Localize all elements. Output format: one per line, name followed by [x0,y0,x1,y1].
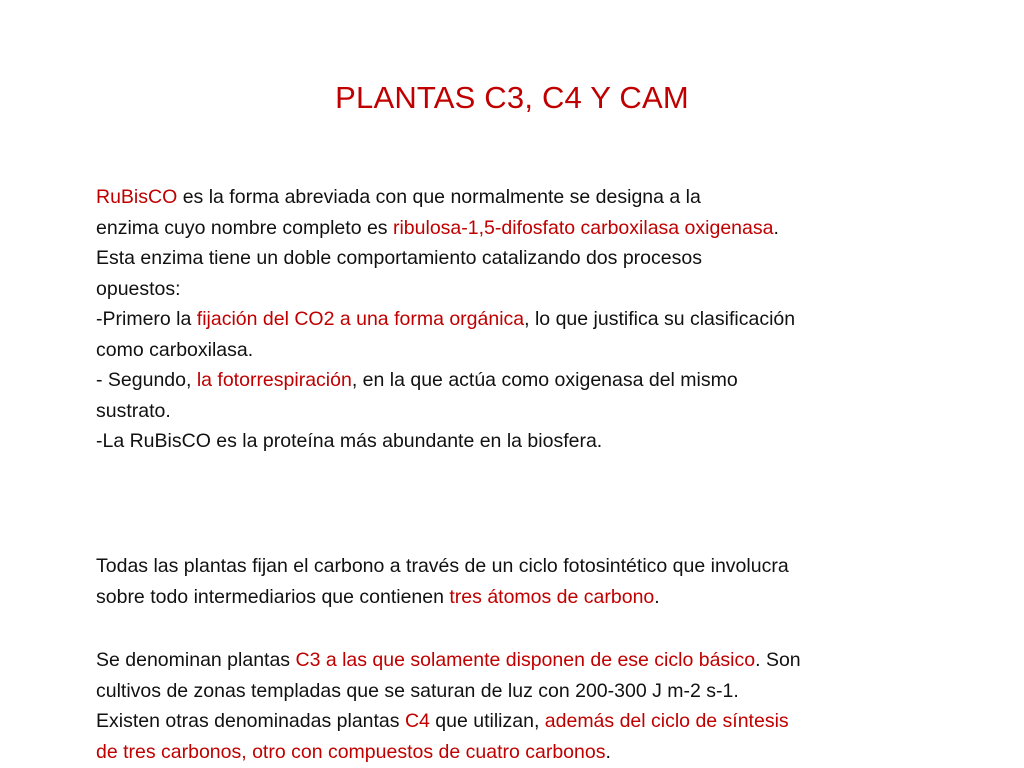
text-line [96,365,946,396]
text-line: -La RuBisCO es la proteína más abundante en la biosfera. [96,430,603,452]
text-span: -Primero la [96,308,197,330]
c3-c4-paragraph [96,645,946,767]
text-line: opuestos: [96,277,181,300]
highlight-cuatro-carbonos: de tres carbonos, otro con compuestos de cuatro carbonos [96,740,606,763]
text-line [96,645,946,676]
highlight-fijacion: fijación del CO2 a una forma orgánica [196,308,525,330]
text-span: Se denominan plantas [96,649,296,671]
text-span: . [773,216,779,239]
text-line [96,706,946,737]
text-span: . [654,585,660,608]
text-span: , lo que justifica su clasificación [524,308,796,330]
text-span: enzima cuyo nombre completo es [96,216,393,239]
text-line: Todas las plantas fijan el carbono a través de un ciclo fotosintético que involucra [96,555,789,577]
highlight-full-name: ribulosa-1,5-difosfato carboxilasa oxigenasa [392,216,774,239]
highlight-rubisco: RuBisCO [96,186,178,208]
text-span: es la forma abreviada con que normalmente se designa a la [177,186,701,208]
carbon-cycle-paragraph [96,551,946,612]
text-line [96,582,946,613]
text-span: que utilizan, [429,710,545,732]
text-line: sustrato. [96,399,171,422]
text-line: Esta enzima tiene un doble comportamiento catalizando dos procesos [96,247,702,269]
text-line: como carboxilasa. [96,338,254,361]
highlight-fotorrespiracion: la fotorrespiración [196,369,352,391]
rubisco-paragraph [96,182,946,457]
text-line [96,304,946,335]
text-line [96,737,946,768]
text-line [96,213,946,244]
text-span: Existen otras denominadas plantas [96,710,405,732]
text-span: . [605,740,611,763]
text-span: - Segundo, [96,369,197,391]
highlight-c3: C3 a las que solamente disponen de ese ciclo básico [295,649,756,671]
highlight-tres-atomos: tres átomos de carbono [449,585,655,608]
text-line: cultivos de zonas templadas que se saturan de luz con 200-300 J m-2 s-1. [96,679,739,702]
highlight-c4: C4 [404,710,430,732]
slide-title: PLANTAS C3, C4 Y CAM [335,80,689,115]
text-span: , en la que actúa como oxigenasa del mismo [351,369,738,391]
text-span: sobre todo intermediarios que contienen [96,585,450,608]
text-span: . Son [755,649,801,671]
text-line [96,182,946,213]
highlight-ciclo-sintesis: además del ciclo de síntesis [544,710,789,732]
